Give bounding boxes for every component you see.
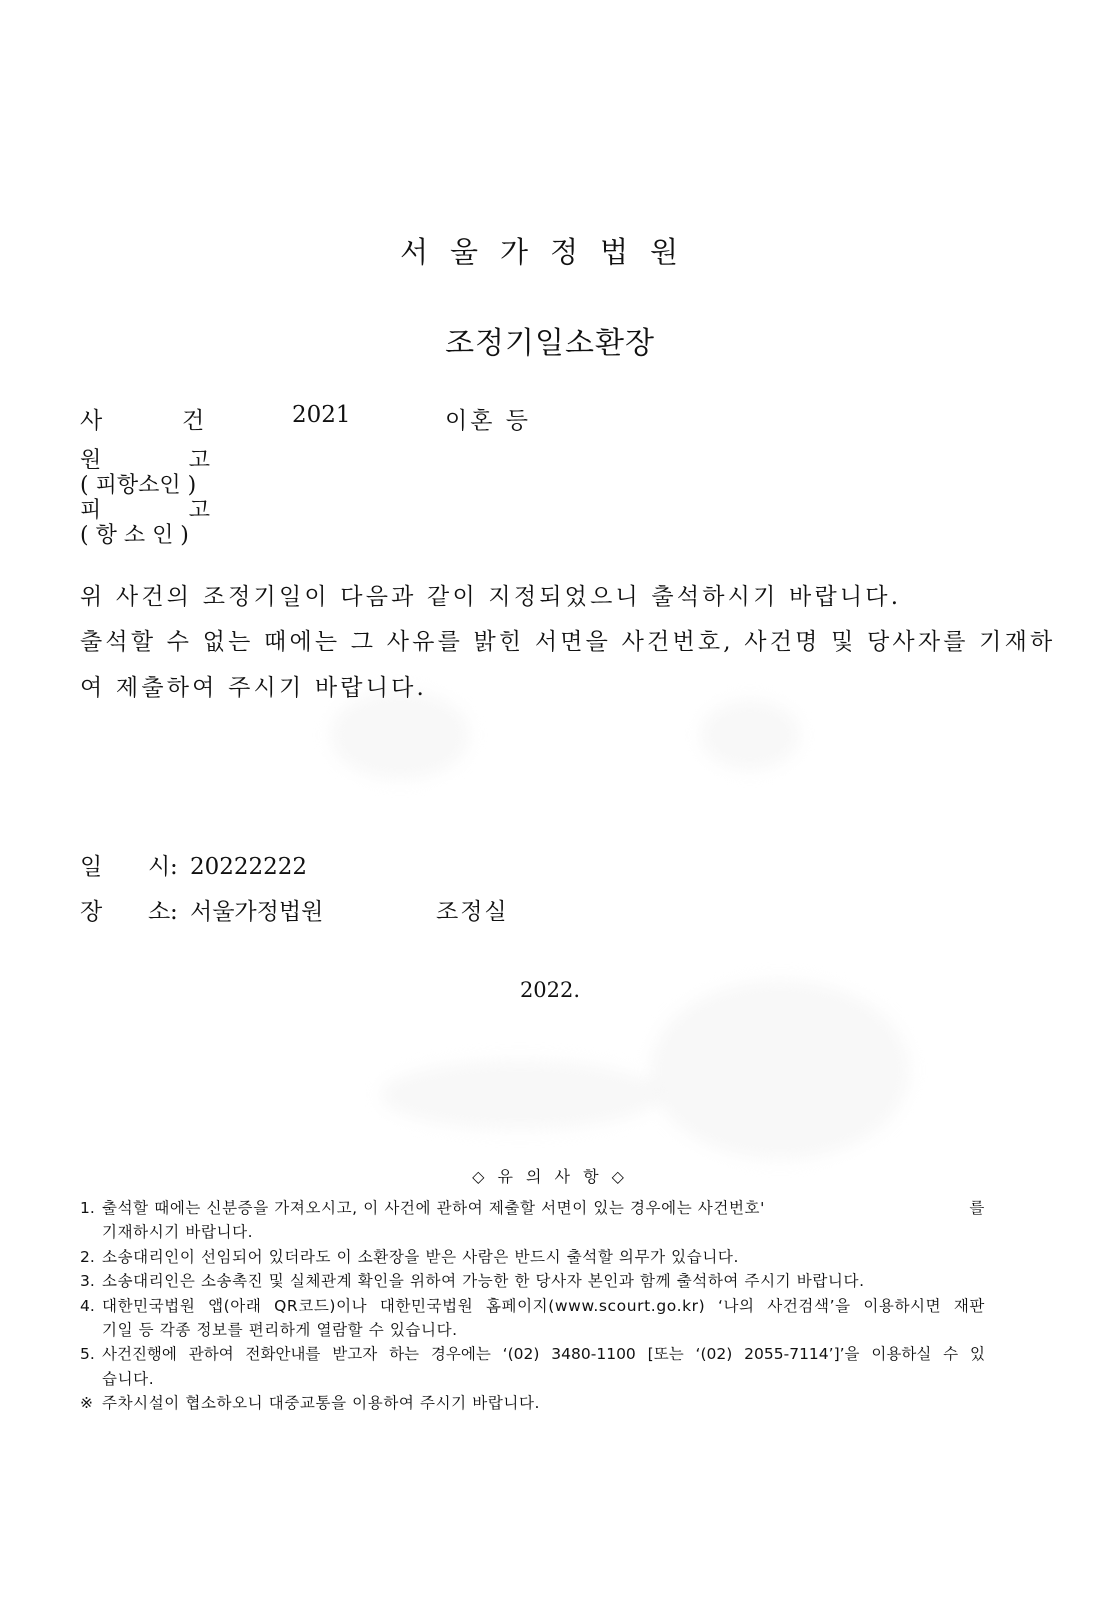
court-name: 서울가정법원 — [399, 235, 701, 269]
colon: : — [170, 854, 178, 880]
defendant-label-right: 고 — [188, 498, 210, 523]
room-name: 조정실 — [436, 899, 509, 925]
note-number: 1. — [80, 1199, 95, 1217]
colon: : — [170, 899, 178, 925]
defendant-label-left: 피 — [80, 498, 102, 523]
place-label: 장 — [80, 899, 103, 925]
note-text-part: 사건진행에 관하여 전화안내를 받고자 하는 경우에는 ‘(02) 3480-1100 [또는 ‘(02) 2055-7114’]’을 이용하실 수 있 — [102, 1345, 985, 1364]
body-line: 여 제출하여 주시기 바랍니다. — [80, 675, 428, 701]
reference-mark-icon: ※ — [80, 1394, 93, 1413]
case-name: 이혼 등 — [445, 408, 531, 434]
notes-list — [80, 1196, 985, 1416]
note-item — [80, 1391, 985, 1415]
document-title: 조정기일소환장 — [445, 326, 655, 361]
background-smudge — [650, 980, 910, 1160]
body-line: 위 사건의 조정기일이 다음과 같이 지정되었으니 출석하시기 바랍니다. — [80, 584, 902, 610]
note-item — [80, 1342, 985, 1391]
note-text-part: 기일 등 각종 정보를 편리하게 열람할 수 있습니다. — [102, 1321, 458, 1340]
datetime-label: 일 — [80, 854, 103, 880]
note-text-part: 대한민국법원 앱(아래 QR코드)이나 대한민국법원 홈페이지(www.scourt.go.kr) ‘나의 사건검색’을 이용하시면 재판 — [102, 1296, 985, 1315]
place-row — [80, 893, 323, 926]
place-value: 서울가정법원 — [190, 899, 324, 925]
background-smudge — [330, 690, 470, 780]
note-text — [102, 1342, 985, 1391]
case-number: 2021 — [292, 402, 351, 428]
note-text-part: 습니다. — [102, 1369, 155, 1388]
note-number: 2. — [80, 1247, 95, 1266]
note-text — [102, 1294, 985, 1343]
note-item — [80, 1294, 985, 1343]
note-text: 소송대리인이 선임되어 있더라도 이 소환장을 받은 사람은 반드시 출석할 의무가 있습니다. — [102, 1247, 739, 1266]
issue-date: 2022. — [519, 978, 581, 1002]
defendant-label — [80, 498, 210, 523]
note-text-part: 출석할 때에는 신분증을 가져오시고, 이 사건에 관하여 제출할 서면이 있는 경우에는 사건번호' — [102, 1199, 765, 1217]
place-label: 소 — [148, 899, 171, 925]
note-text-part: 기재하시기 바랍니다. — [102, 1223, 254, 1242]
notes-title: ◇ 유 의 사 항 ◇ — [472, 1167, 628, 1186]
plaintiff-label — [80, 448, 210, 473]
plaintiff-role: ( 피항소인 ) — [80, 473, 197, 498]
note-number: 5. — [80, 1345, 95, 1364]
background-smudge — [700, 700, 800, 770]
party-list — [80, 448, 210, 548]
datetime-label: 시 — [148, 854, 171, 880]
case-label: 사 — [80, 408, 103, 434]
defendant-role: ( 항 소 인 ) — [80, 523, 189, 548]
note-item — [80, 1196, 985, 1245]
body-line: 출석할 수 없는 때에는 그 사유를 밝힌 서면을 사건번호, 사건명 및 당사자를 기재하 — [80, 629, 1056, 655]
note-item — [80, 1245, 985, 1269]
background-smudge — [380, 1060, 660, 1130]
plaintiff-label-right: 고 — [188, 448, 210, 473]
note-item — [80, 1269, 985, 1293]
note-number: 3. — [80, 1272, 95, 1291]
note-text — [102, 1196, 985, 1245]
note-text: 소송대리인은 소송촉진 및 실체관계 확인을 위하여 가능한 한 당사자 본인과 함께 출석하여 주시기 바랍니다. — [102, 1272, 865, 1291]
datetime-row — [80, 848, 307, 881]
note-number: 4. — [80, 1296, 95, 1315]
datetime-value: 20222222 — [190, 854, 308, 880]
note-text: 주차시설이 협소하오니 대중교통을 이용하여 주시기 바랍니다. — [102, 1394, 541, 1413]
note-text-part: 를 — [969, 1199, 985, 1217]
case-label: 건 — [182, 408, 205, 434]
plaintiff-label-left: 원 — [80, 448, 102, 473]
